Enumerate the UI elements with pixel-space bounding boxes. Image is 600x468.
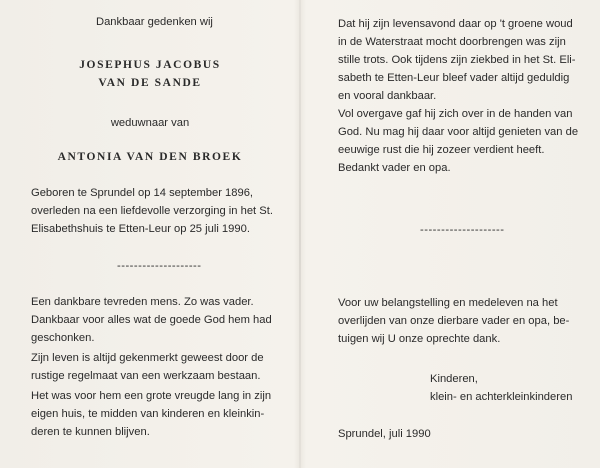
born-line-1: Geboren te Sprundel op 14 september 1896, — [31, 187, 254, 199]
left-para-line-1: Een dankbare tevreden mens. Zo was vader. — [31, 296, 254, 308]
right-para1-line-1: Dat hij zijn levensavond daar op 't groene woud — [338, 18, 573, 30]
right-para1-line-8: eeuwige rust die hij zozeer verdient heeft. — [338, 144, 545, 156]
signature-line-2: klein- en achterkleinkinderen — [430, 391, 573, 403]
right-para1-line-6: Vol overgave gaf hij zich over in de handen van — [338, 108, 573, 120]
widower-of-text: weduwnaar van — [110, 117, 190, 129]
intro-text: Dankbaar gedenken wij — [96, 16, 213, 28]
right-para2-line-1: Voor uw belangstelling en medeleven na het — [338, 297, 558, 309]
left-para-line-2: Dankbaar voor alles wat de goede God hem had — [31, 314, 272, 326]
right-para1-line-3: stille trots. Ook tijdens zijn ziekbed in het St. Eli- — [338, 54, 576, 66]
left-para-line-7: eigen huis, te midden van kinderen en kleinkin- — [31, 408, 265, 420]
born-line-2: overleden na een liefdevolle verzorging in het St. — [31, 205, 273, 217]
signature-line-1: Kinderen, — [430, 373, 478, 385]
place-date: Sprundel, juli 1990 — [338, 428, 431, 440]
right-para1-line-2: in de Waterstraat mocht doorbrengen was zijn — [338, 36, 566, 48]
deceased-name-line1: JOSEPHUS JACOBUS — [79, 59, 221, 71]
center-fold — [299, 0, 301, 468]
left-para-line-6: Het was voor hem een grote vreugde lang in zijn — [31, 390, 272, 402]
right-divider: -------------------- — [420, 224, 505, 236]
right-para1-line-9: Bedankt vader en opa. — [338, 162, 451, 174]
left-para-line-4: Zijn leven is altijd gekenmerkt geweest door de — [31, 352, 264, 364]
right-para2-line-3: tuigen wij U onze oprechte dank. — [338, 333, 501, 345]
left-para-line-5: rustige regelmaat van een werkzaam bestaan. — [31, 370, 261, 382]
born-line-3: Elisabethshuis te Etten-Leur op 25 juli 1990. — [31, 223, 250, 235]
left-para-line-8: deren te kunnen blijven. — [31, 426, 150, 438]
left-para-line-3: geschonken. — [31, 332, 95, 344]
deceased-name-line2: VAN DE SANDE — [98, 77, 202, 89]
spouse-name: ANTONIA VAN DEN BROEK — [57, 151, 243, 163]
left-divider: -------------------- — [117, 260, 202, 272]
right-para1-line-7: God. Nu mag hij daar voor altijd genieten van de — [338, 126, 579, 138]
right-para2-line-2: overlijden van onze dierbare vader en opa, be- — [338, 315, 570, 327]
right-para1-line-4: sabeth te Etten-Leur bleef vader altijd geduldig — [338, 72, 570, 84]
right-para1-line-5: en vooral dankbaar. — [338, 90, 437, 102]
